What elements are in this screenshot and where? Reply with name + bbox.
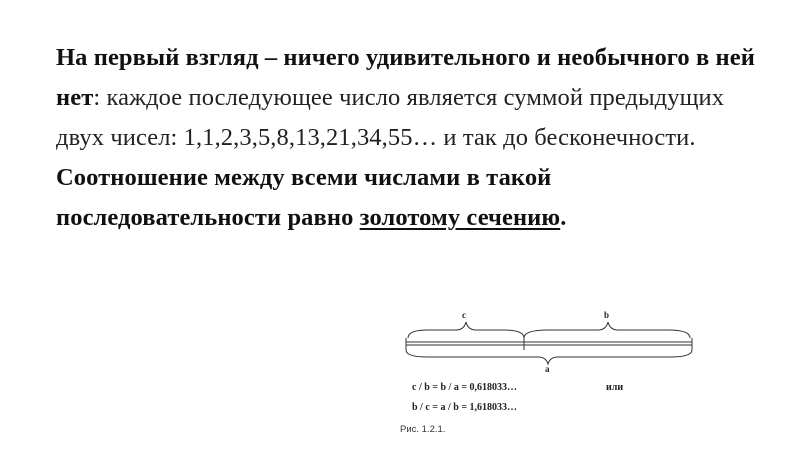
brace-c: [408, 322, 524, 338]
figure-caption: Рис. 1.2.1.: [400, 424, 446, 435]
intro-bold-text: На первый взгляд – ничего удивительного и необычного в ней нет: [56, 44, 755, 111]
formula-or: или: [606, 382, 624, 393]
label-a: a: [545, 364, 550, 374]
ratio-bold-text: Соотношение между всеми числами в такой последовательности равно: [56, 164, 552, 231]
label-b: b: [604, 310, 610, 320]
final-period: .: [560, 204, 567, 231]
golden-section-figure: [398, 304, 698, 444]
golden-ratio-underlined: золотому сечению: [359, 204, 561, 231]
formula-ratio-2: b / c = a / b = 1,618033…: [412, 402, 518, 413]
brace-b: [524, 322, 690, 338]
formula-ratio-1: c / b = b / a = 0,618033…: [412, 382, 518, 393]
fibonacci-description: : каждое последующее число является суммой предыдущих двух чисел: 1,1,2,3,5,8,13,21,34,55… и так до бесконечности.: [56, 84, 725, 151]
main-paragraph: [56, 38, 756, 238]
brace-a: [406, 350, 692, 364]
label-c: c: [462, 310, 466, 320]
